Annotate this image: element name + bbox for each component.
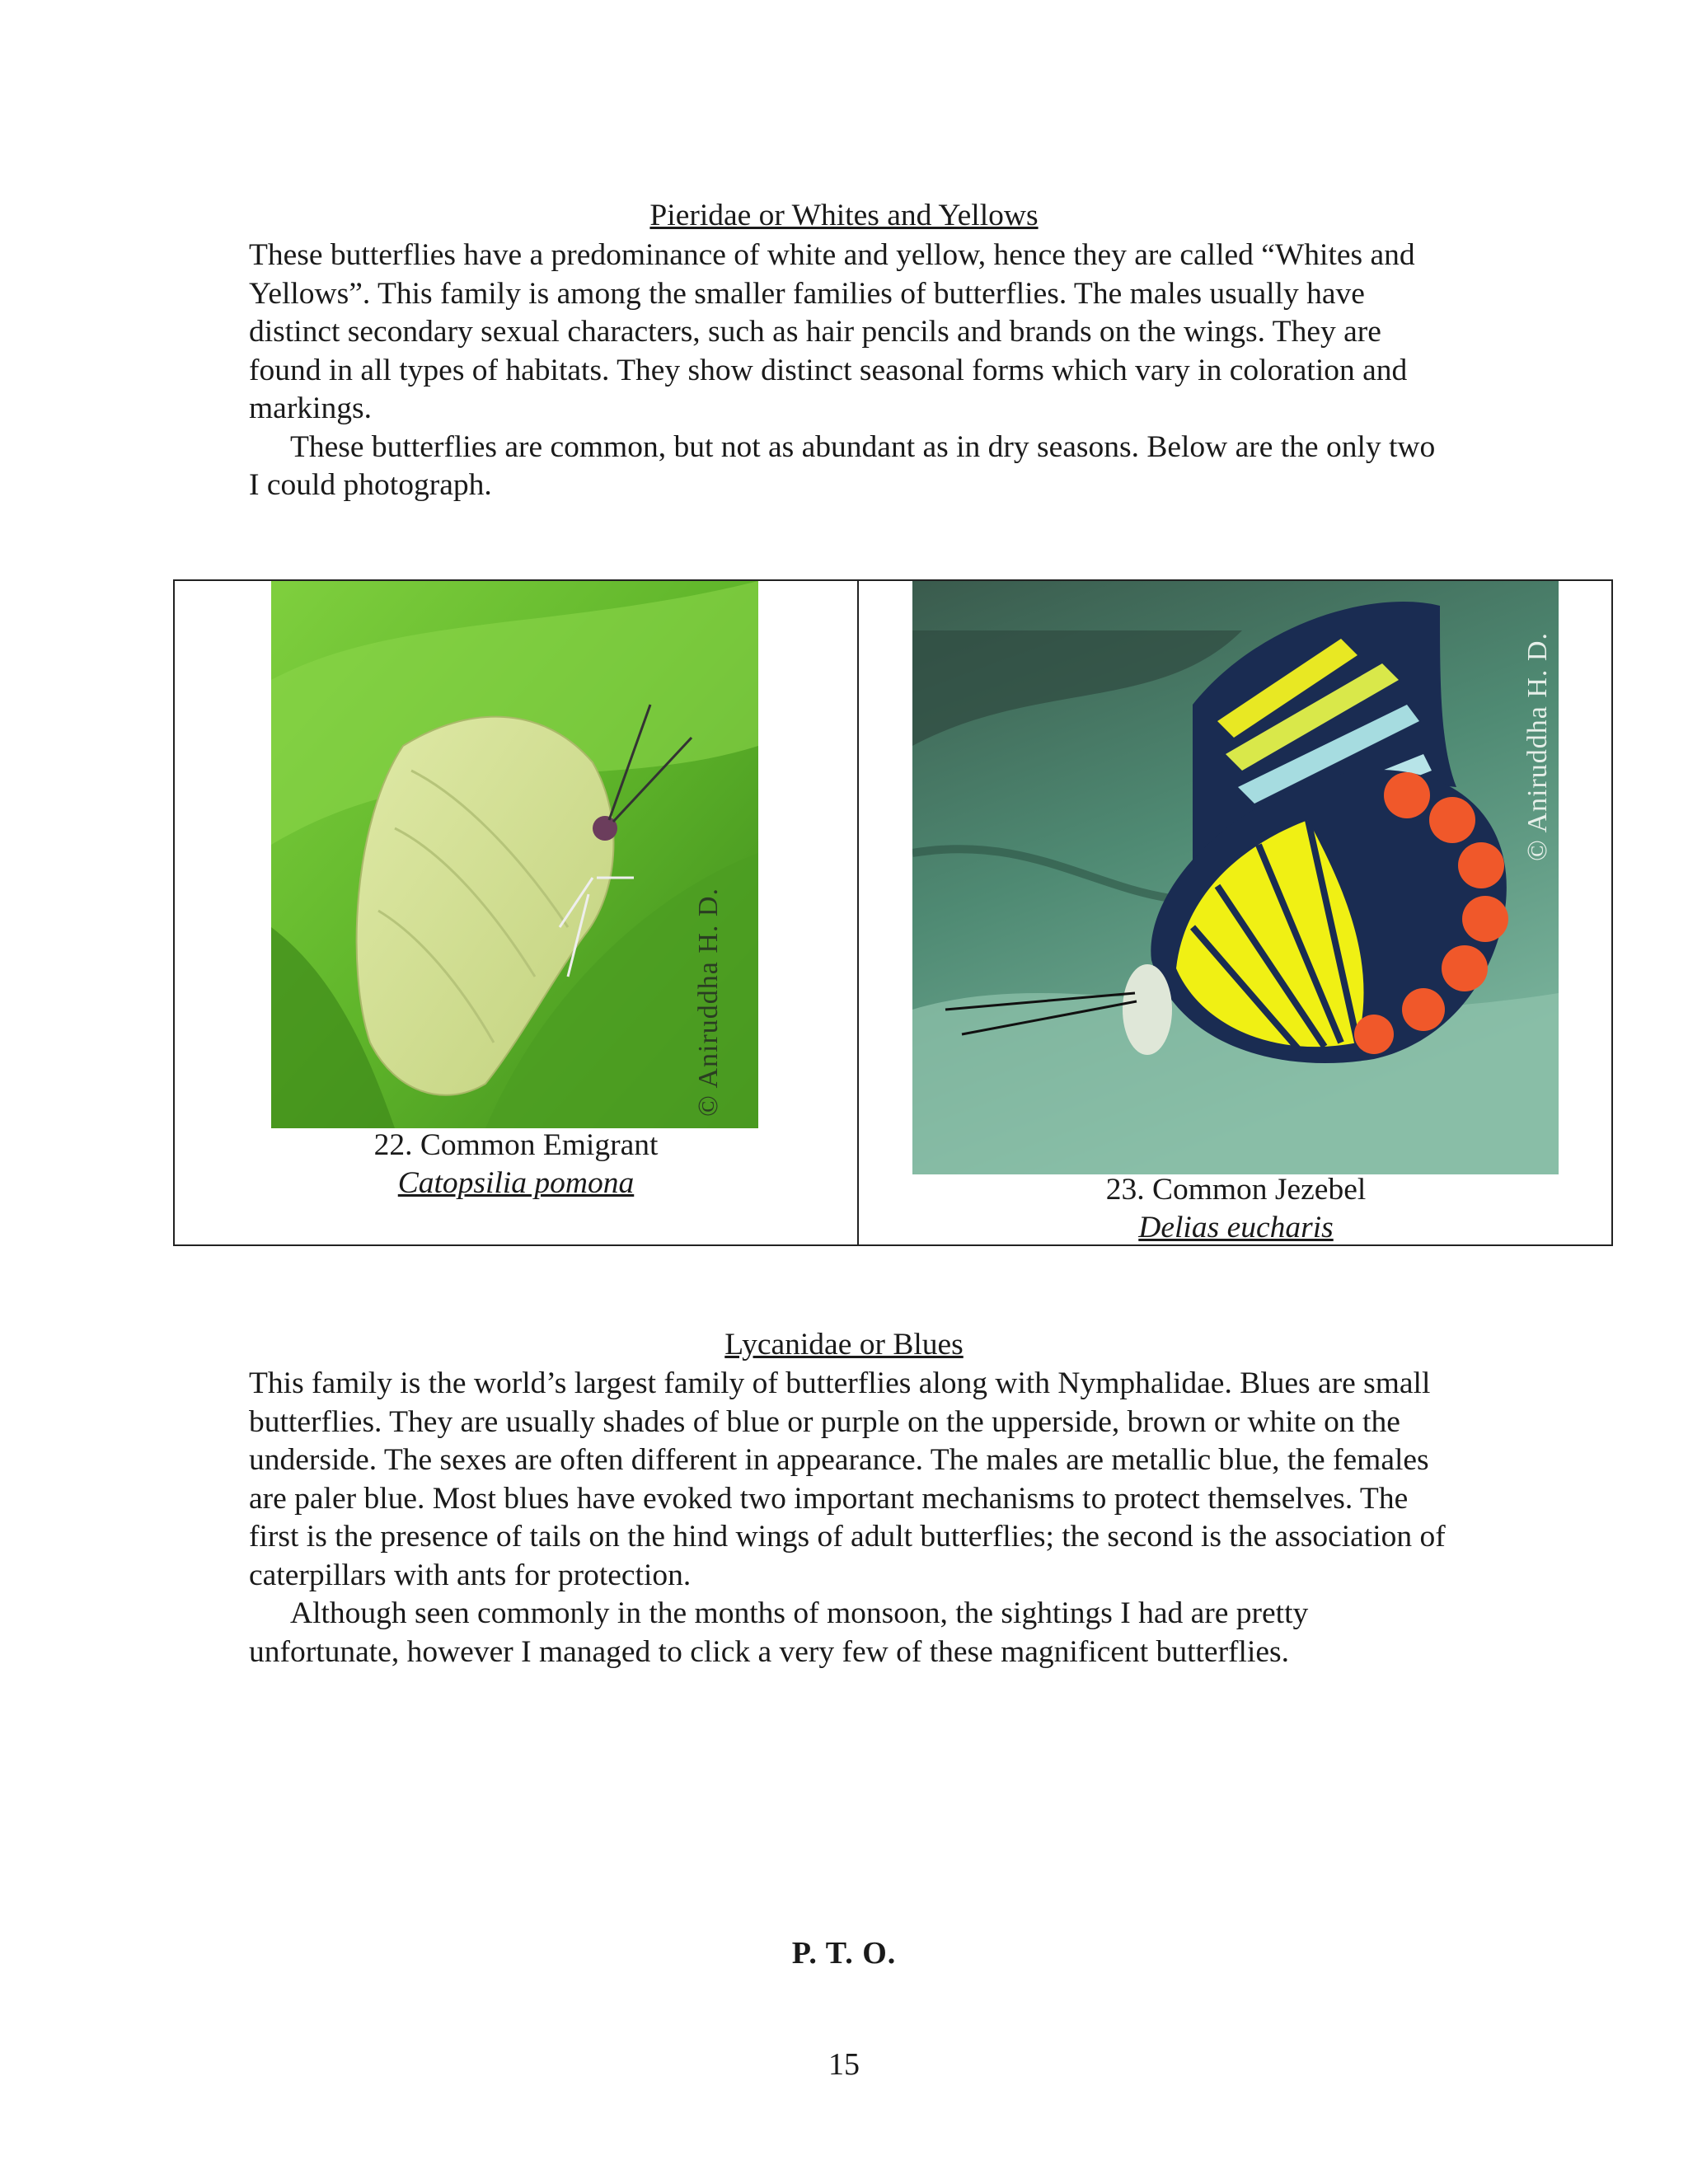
page-number: 15 — [828, 2047, 860, 2082]
watermark: © Aniruddha H. D. — [693, 888, 724, 1117]
section-body-lycanidae — [249, 1365, 1452, 1671]
scientific-name: Catopsilia pomona — [397, 1166, 635, 1200]
figure-caption-23 — [859, 1171, 1613, 1247]
section-heading-pieridae: Pieridae or Whites and Yellows — [649, 199, 1039, 232]
pto-note: P. T. O. — [791, 1936, 897, 1971]
common-jezebel-photo — [912, 581, 1559, 1174]
common-name: 22. Common Emigrant — [373, 1128, 659, 1162]
section-heading-lycanidae: Lycanidae or Blues — [724, 1328, 964, 1361]
butterfly-photo-illustration — [912, 581, 1559, 1174]
paragraph: These butterflies have a predominance of white and yellow, hence they are called “Whites and Yellows”. This family is among the smaller families of butterflies. The males usually have distinct secondary sexual characters, such as hair pencils and brands on the wings. They are found in all types of habitats. They show distinct seasonal forms which vary in coloration and markings. — [249, 238, 1415, 425]
common-name: 23. Common Jezebel — [1105, 1173, 1367, 1207]
section-body-pieridae — [249, 237, 1452, 505]
watermark: © Aniruddha H. D. — [1522, 632, 1553, 861]
table-divider — [857, 581, 859, 1244]
scientific-name: Delias eucharis — [1138, 1211, 1334, 1244]
paragraph: This family is the world’s largest family of butterflies along with Nymphalidae. Blues are small butterflies. They are usually shades of blue or purple on the upperside, brown or white on the underside. The sexes are often different in appearance. The males are metallic blue, the females are paler blue. Most blues have evoked two important mechanisms to protect themselves. The first is the presence of tails on the hind wings of adult butterflies; the second is the association of caterpillars with ants for protection. — [249, 1366, 1446, 1592]
paragraph: Although seen commonly in the months of monsoon, the sightings I had are pretty unfortunate, however I managed to click a very few of these magnificent butterflies. — [249, 1596, 1309, 1669]
figure-caption-22 — [175, 1127, 857, 1202]
figure-table — [173, 579, 1613, 1246]
paragraph: These butterflies are common, but not as abundant as in dry seasons. Below are the only two I could photograph. — [249, 429, 1436, 502]
common-emigrant-photo — [271, 581, 758, 1128]
butterfly-photo-illustration — [271, 581, 758, 1128]
